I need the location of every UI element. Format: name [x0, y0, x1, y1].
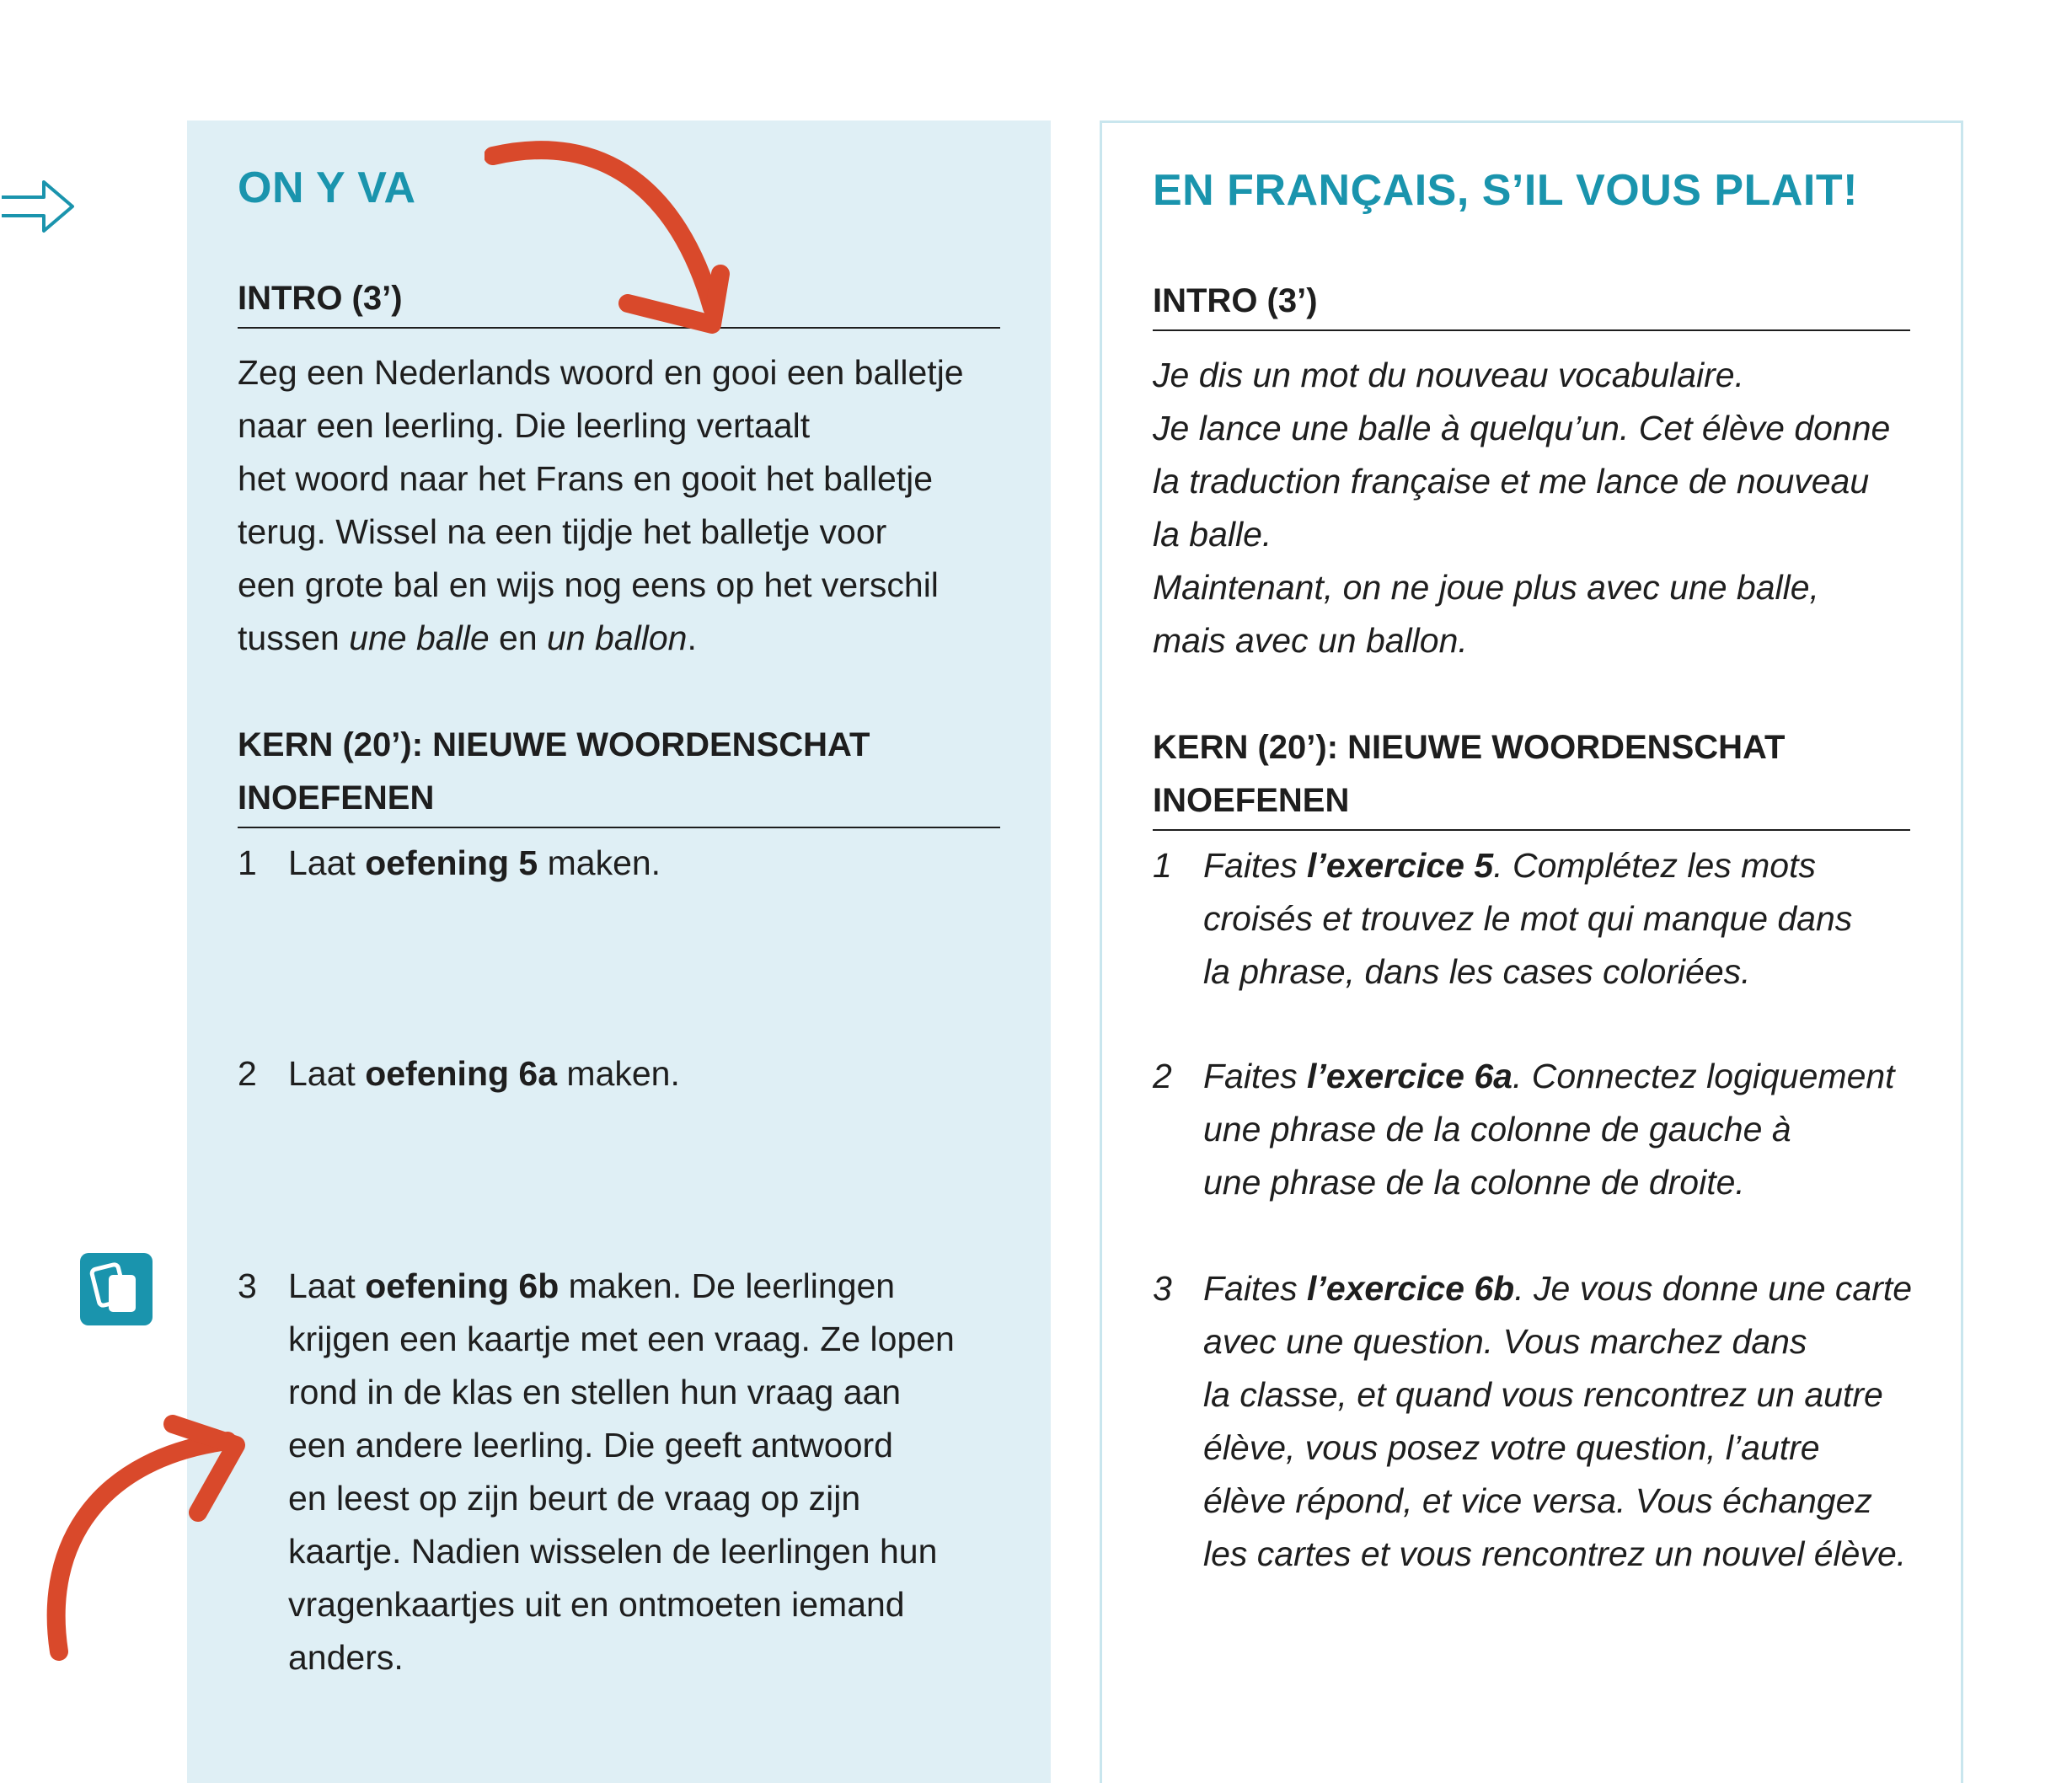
curved-arrow-icon	[25, 1407, 261, 1677]
step-number: 3	[1153, 1269, 1172, 1308]
left-kern-heading: KERN (20’): NIEUWE WOORDENSCHAT INOEFENEN	[238, 719, 1000, 828]
right-panel	[1100, 120, 1963, 1783]
left-title: ON Y VA	[238, 163, 416, 212]
right-intro-heading: INTRO (3’)	[1153, 275, 1910, 331]
left-intro-heading: INTRO (3’)	[238, 272, 1000, 329]
right-kern-heading: KERN (20’): NIEUWE WOORDENSCHAT INOEFENEN	[1153, 721, 1910, 831]
right-title: EN FRANÇAIS, S’IL VOUS PLAIT!	[1153, 166, 1858, 215]
step-number: 2	[1153, 1057, 1172, 1095]
curved-arrow-icon	[485, 139, 754, 358]
step-text: Faites l’exercice 5. Complétez les mots croisés et trouvez le mot qui manque dans la phrase, dans les cases coloriées.	[1203, 846, 1853, 991]
right-intro-text: Je dis un mot du nouveau vocabulaire. Je lance une balle à quelqu’un. Cet élève donne la traduction française et me lance de nouveau la balle. Maintenant, on ne joue plus avec une balle, mais avec un ballon.	[1153, 356, 1891, 660]
step-text: Faites l’exercice 6a. Connectez logiquement une phrase de la colonne de gauche à une phrase de la colonne de droite.	[1203, 1057, 1895, 1202]
step-number: 2	[238, 1054, 257, 1093]
step-text: Laat oefening 5 maken.	[288, 843, 661, 882]
step-number: 3	[238, 1266, 257, 1305]
left-panel	[187, 120, 1051, 1783]
left-intro-text: Zeg een Nederlands woord en gooi een balletje naar een leerling. Die leerling vertaalt het woord naar het Frans en gooit het balletje terug. Wissel na een tijdje het balletje voor een grote bal en wijs nog eens op het verschil tussen une balle en un ballon.	[238, 353, 964, 657]
step-number: 1	[1153, 846, 1172, 885]
step-text: Faites l’exercice 6b. Je vous donne une carte avec une question. Vous marchez dans la classe, et quand vous rencontrez un autre élève, vous posez votre question, l’autre élève répond, et vice versa. Vous échangez les cartes et vous rencontrez un nouvel élève.	[1203, 1269, 1913, 1573]
outline-right-arrow-icon	[0, 177, 76, 236]
step-number: 1	[238, 843, 257, 882]
cards-icon	[80, 1253, 153, 1325]
step-text: Laat oefening 6b maken. De leerlingen krijgen een kaartje met een vraag. Ze lopen rond in de klas en stellen hun vraag aan een andere leerling. Die geeft antwoord en leest op zijn beurt de vraag op zijn kaartje. Nadien wisselen de leerlingen hun vragenkaartjes uit en ontmoeten iemand anders.	[288, 1266, 955, 1677]
step-text: Laat oefening 6a maken.	[288, 1054, 680, 1093]
